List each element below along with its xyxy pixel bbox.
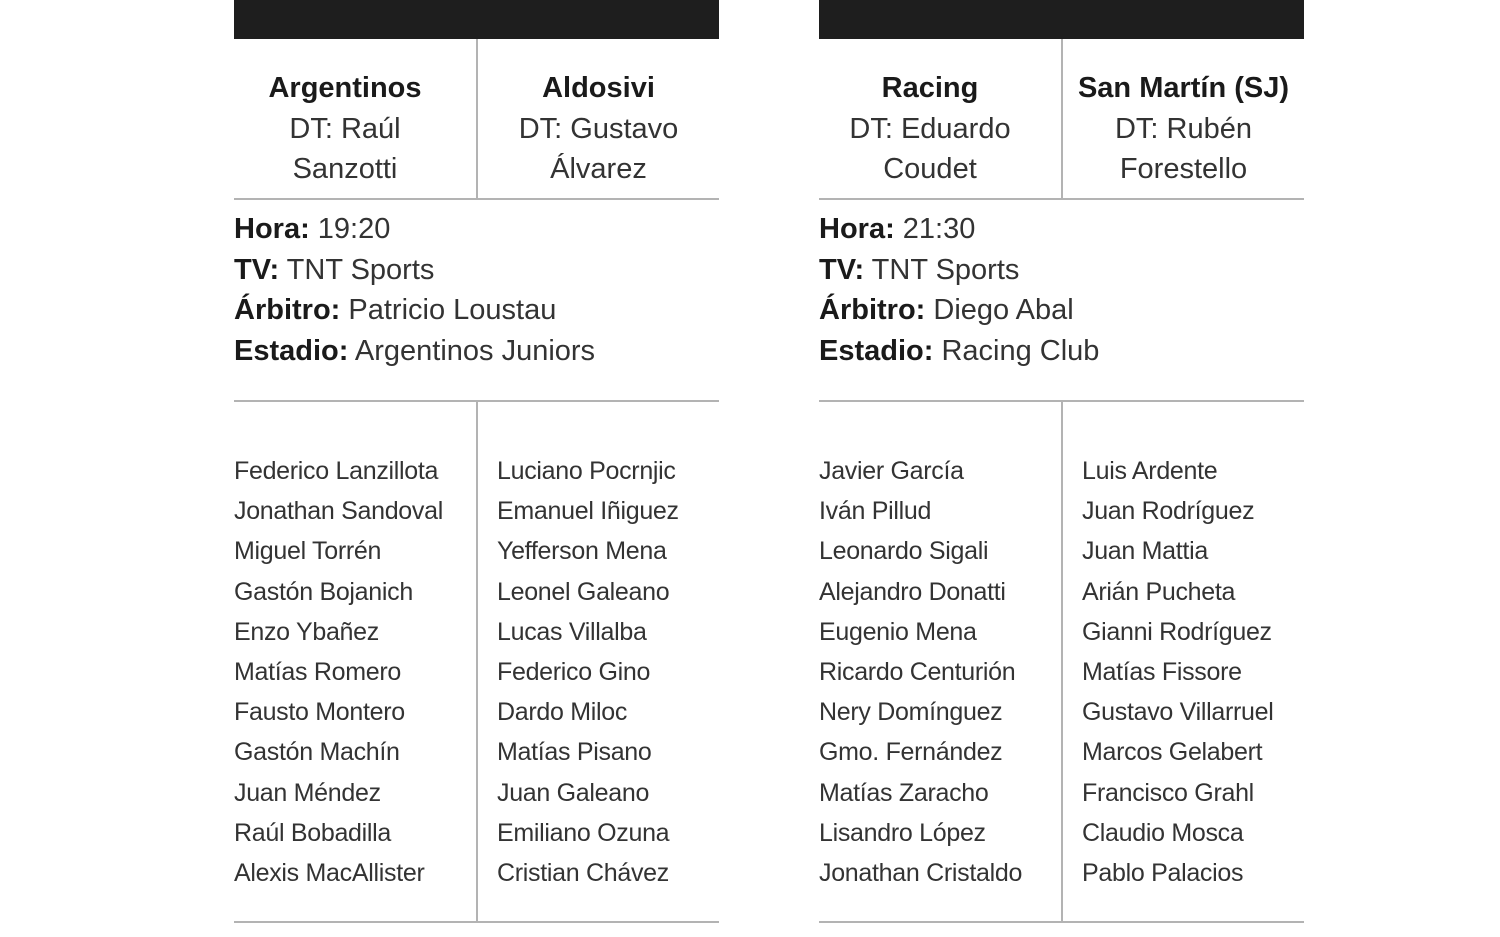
home-team-block (234, 68, 456, 190)
referee-label: Árbitro: (234, 294, 341, 326)
player-name: Miguel Torrén (234, 537, 382, 566)
referee-label: Árbitro: (819, 294, 926, 326)
home-coach-line2: Sanzotti (292, 153, 398, 185)
player-name: Cristian Chávez (497, 858, 669, 887)
tv-row (819, 250, 1304, 291)
player-name: Eugenio Mena (819, 617, 977, 646)
player-name: Juan Mattia (1082, 537, 1208, 566)
player-name: Leonel Galeano (497, 577, 670, 606)
player-name: Juan Rodríguez (1082, 497, 1255, 526)
match-card-argentinos-aldosivi (234, 0, 719, 937)
player-name: Marcos Gelabert (1082, 738, 1263, 767)
player-name: Alexis MacAllister (234, 858, 425, 887)
player-name: Ricardo Centurión (819, 657, 1016, 686)
player-name: Arián Pucheta (1082, 577, 1236, 606)
player-name: Luis Ardente (1082, 457, 1218, 485)
kickoff-time-row (819, 209, 1304, 250)
player-name: Enzo Ybañez (234, 617, 379, 646)
match-info (234, 209, 719, 371)
player-name: Iván Pillud (819, 497, 932, 526)
home-lineup (234, 451, 474, 893)
player-name: Juan Méndez (234, 778, 381, 807)
stadium-row (819, 331, 1304, 372)
player-name: Gianni Rodríguez (1082, 617, 1272, 646)
kickoff-time: 19:20 (317, 213, 391, 245)
home-coach-line1: DT: Eduardo (849, 112, 1011, 145)
player-name: Matías Romero (234, 657, 401, 686)
away-lineup (1082, 451, 1304, 893)
player-name: Yefferson Mena (497, 537, 667, 566)
stadium-name: Racing Club (941, 334, 1100, 367)
player-name: Jonathan Cristaldo (819, 858, 1023, 887)
player-name: Emiliano Ozuna (497, 818, 670, 847)
away-coach-line2: Álvarez (550, 153, 647, 185)
home-coach-line1: DT: Raúl (289, 112, 401, 145)
stadium-row (234, 331, 719, 372)
match-card-racing-san-martin (819, 0, 1304, 937)
player-name: Pablo Palacios (1082, 858, 1244, 887)
home-lineup (819, 451, 1059, 893)
player-name: Jonathan Sandoval (234, 497, 443, 526)
player-name: Federico Lanzillota (234, 457, 439, 485)
player-name: Luciano Pocrnjic (497, 457, 676, 485)
home-team-block (819, 68, 1041, 190)
player-name: Gastón Bojanich (234, 577, 413, 606)
player-name: Raúl Bobadilla (234, 818, 392, 847)
player-name: Matías Pisano (497, 738, 652, 767)
player-name: Lisandro López (819, 818, 986, 847)
stadium-label: Estadio: (234, 334, 349, 367)
stadium-label: Estadio: (819, 334, 934, 367)
player-name: Federico Gino (497, 657, 651, 686)
player-name: Lucas Villalba (497, 617, 647, 646)
referee-name: Patricio Loustau (348, 294, 557, 326)
away-team-block (1063, 68, 1304, 190)
tv-channel: TNT Sports (871, 253, 1020, 286)
player-name: Juan Galeano (497, 778, 650, 807)
player-name: Alejandro Donatti (819, 577, 1006, 606)
away-coach-line2: Forestello (1119, 153, 1248, 185)
player-name: Nery Domínguez (819, 698, 1003, 727)
lineup-divider (476, 401, 478, 923)
kickoff-time-label: Hora: (819, 213, 895, 245)
player-name: Emanuel Iñiguez (497, 497, 679, 526)
player-name: Matías Zaracho (819, 778, 989, 807)
tv-channel: TNT Sports (286, 253, 435, 286)
referee-name: Diego Abal (933, 294, 1074, 326)
header-rule (819, 198, 1304, 200)
away-team-block (478, 68, 719, 190)
player-name: Javier García (819, 457, 964, 485)
kickoff-time-label: Hora: (234, 213, 310, 245)
away-coach-line1: DT: Rubén (1114, 112, 1252, 145)
tv-label: TV: (819, 253, 865, 286)
player-name: Dardo Miloc (497, 698, 628, 727)
match-header-bar (234, 0, 719, 39)
match-info (819, 209, 1304, 371)
home-coach-line2: Coudet (883, 153, 977, 185)
referee-row (234, 290, 719, 331)
kickoff-time-row (234, 209, 719, 250)
home-team-name: Argentinos (268, 72, 422, 104)
lineup-bottom-rule (819, 921, 1304, 923)
player-name: Gastón Machín (234, 738, 400, 767)
player-name: Fausto Montero (234, 698, 405, 727)
away-coach-line1: DT: Gustavo (518, 112, 679, 145)
player-name: Francisco Grahl (1082, 778, 1254, 807)
player-name: Claudio Mosca (1082, 818, 1244, 847)
header-rule (234, 198, 719, 200)
match-header-bar (819, 0, 1304, 39)
player-name: Gustavo Villarruel (1082, 698, 1274, 727)
player-name: Leonardo Sigali (819, 537, 989, 566)
lineup-divider (1061, 401, 1063, 923)
player-name: Matías Fissore (1082, 657, 1242, 686)
tv-label: TV: (234, 253, 280, 286)
player-name: Gmo. Fernández (819, 738, 1003, 767)
away-team-name: San Martín (SJ) (1077, 72, 1290, 104)
stadium-name: Argentinos Juniors (354, 334, 596, 367)
away-team-name: Aldosivi (542, 72, 655, 104)
lineup-bottom-rule (234, 921, 719, 923)
kickoff-time: 21:30 (902, 213, 976, 245)
home-team-name: Racing (881, 72, 979, 104)
tv-row (234, 250, 719, 291)
referee-row (819, 290, 1304, 331)
away-lineup (497, 451, 719, 893)
